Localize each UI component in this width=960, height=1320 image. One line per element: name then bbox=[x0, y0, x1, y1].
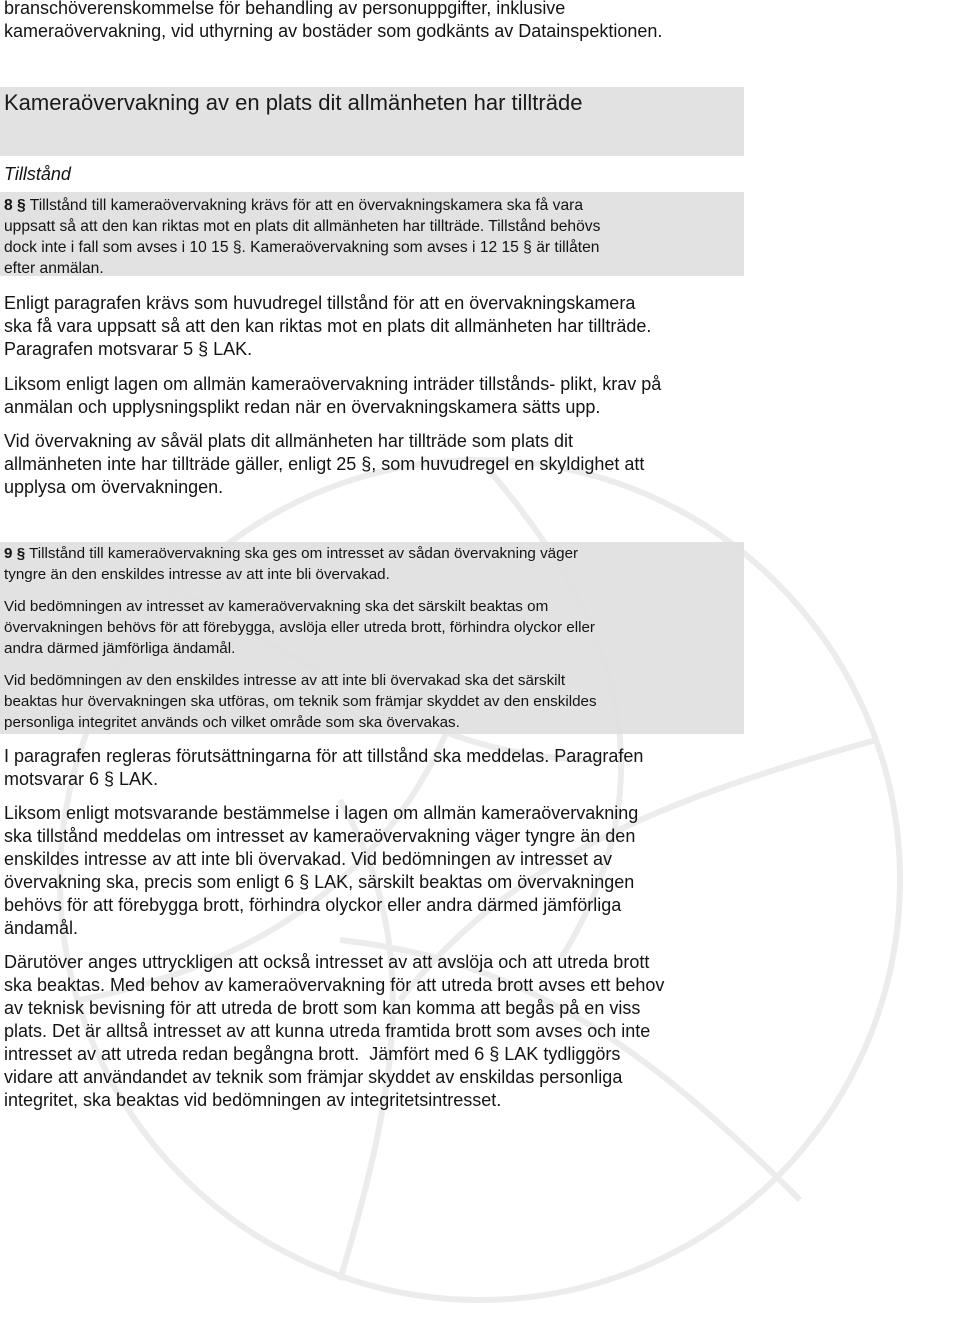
commentary8-p3-line-3: upplysa om övervakningen. bbox=[4, 477, 224, 497]
intro-line-1: branschöverenskommelse för behandling av personuppgifter, inklusive bbox=[4, 0, 566, 18]
section-subtitle: Tillstånd bbox=[4, 164, 71, 184]
intro-line-2: kameraövervakning, vid uthyrning av bostäder som godkänts av Datainspektionen. bbox=[4, 21, 663, 41]
paragraph9-p2-line-3: andra därmed jämförliga ändamål. bbox=[4, 640, 236, 657]
commentary9-p2-line-6: ändamål. bbox=[4, 918, 79, 938]
commentary9-p3-line-2: ska beaktas. Med behov av kameraövervakning för att utreda brott avses ett behov bbox=[4, 975, 665, 995]
commentary9-p2-line-4: övervakning ska, precis som enligt 6 § LAK, särskilt beaktas om övervakningen bbox=[4, 872, 635, 892]
paragraph9-sign: § bbox=[16, 545, 26, 562]
paragraph9-p3-line-2: beaktas hur övervakningen ska utföras, om teknik som främjar skyddet av den enskildes bbox=[4, 693, 597, 710]
paragraph9-p1-line-1-text: Tillstånd till kameraövervakning ska ges om intresset av sådan övervakning väger bbox=[25, 545, 579, 562]
commentary9-p1-line-1: I paragrafen regleras förutsättningarna för att tillstånd ska meddelas. Paragrafen bbox=[4, 746, 644, 766]
commentary9-p2-line-2: ska tillstånd meddelas om intresset av kameraövervakning väger tyngre än den bbox=[4, 826, 636, 846]
commentary8-p3-line-1: Vid övervakning av såväl plats dit allmänheten har tillträde som plats dit bbox=[4, 431, 573, 451]
commentary8-p1-line-1: Enligt paragrafen krävs som huvudregel tillstånd för att en övervakningskamera bbox=[4, 293, 636, 313]
paragraph8-line-1-text: Tillstånd till kameraövervakning krävs för att en övervakningskamera ska få vara bbox=[25, 197, 584, 214]
commentary9-p2-line-5: behövs för att förebygga brott, förhindra olyckor eller andra därmed jämförliga bbox=[4, 895, 622, 915]
paragraph9-p1-line-1 bbox=[4, 543, 578, 564]
commentary8-p2-line-1: Liksom enligt lagen om allmän kameraövervakning inträder tillstånds- plikt, krav på bbox=[4, 374, 662, 394]
paragraph8-number: 8 bbox=[4, 197, 13, 214]
commentary8-p1-line-3: Paragrafen motsvarar 5 § LAK. bbox=[4, 339, 253, 359]
commentary9-p3-line-1: Därutöver anges uttryckligen att också intresset av att avslöja och att utreda brott bbox=[4, 952, 650, 972]
paragraph8-line-4: efter anmälan. bbox=[4, 260, 104, 277]
paragraph9-p1-line-2: tyngre än den enskildes intresse av att inte bli övervakad. bbox=[4, 566, 390, 583]
commentary9-p3-line-5: intresset av att utreda redan begångna brott. Jämfört med 6 § LAK tydliggörs bbox=[4, 1044, 621, 1064]
commentary8-p1-line-2: ska få vara uppsatt så att den kan riktas mot en plats dit allmänheten har tillträde. bbox=[4, 316, 652, 336]
paragraph9-number: 9 bbox=[4, 545, 13, 562]
paragraph8-line-3: dock inte i fall som avses i 10 15 §. Kameraövervakning som avses i 12 15 § är tillåten bbox=[4, 239, 600, 256]
paragraph9-p3-line-1: Vid bedömningen av den enskildes intresse av att inte bli övervakad ska det särskilt bbox=[4, 672, 566, 689]
commentary9-p3-line-3: av teknisk bevisning för att utreda de brott som kan komma att begås på en viss bbox=[4, 998, 641, 1018]
paragraph8-line-1 bbox=[4, 195, 583, 217]
section-title: Kameraövervakning av en plats dit allmänheten har tillträde bbox=[4, 90, 583, 115]
paragraph9-p3-line-3: personliga integritet används och vilket område som ska övervakas. bbox=[4, 714, 460, 731]
commentary9-p3-line-4: plats. Det är alltså intresset av att kunna utreda framtida brott som avses och inte bbox=[4, 1021, 651, 1041]
paragraph8-line-2: uppsatt så att den kan riktas mot en plats dit allmänheten har tillträde. Tillstånd behövs bbox=[4, 218, 601, 235]
commentary9-p1-line-2: motsvarar 6 § LAK. bbox=[4, 769, 159, 789]
paragraph9-p2-line-1: Vid bedömningen av intresset av kameraövervakning ska det särskilt beaktas om bbox=[4, 598, 549, 615]
paragraph9-p2-line-2: övervakningen behövs för att förebygga, avslöja eller utreda brott, förhindra olyckor eller bbox=[4, 619, 595, 636]
commentary8-p3-line-2: allmänheten inte har tillträde gäller, enligt 25 §, som huvudregel en skyldighet att bbox=[4, 454, 645, 474]
commentary9-p2-line-3: enskildes intresse av att inte bli övervakad. Vid bedömningen av intresset av bbox=[4, 849, 613, 869]
commentary9-p3-line-6: vidare att användandet av teknik som främjar skyddet av enskildas personliga bbox=[4, 1067, 623, 1087]
commentary8-p2-line-2: anmälan och upplysningsplikt redan när en övervakningskamera sätts upp. bbox=[4, 397, 601, 417]
commentary9-p3-line-7: integritet, ska beaktas vid bedömningen av integritetsintresset. bbox=[4, 1090, 502, 1110]
commentary9-p2-line-1: Liksom enligt motsvarande bestämmelse i lagen om allmän kameraövervakning bbox=[4, 803, 639, 823]
paragraph8-sign: § bbox=[17, 197, 26, 214]
